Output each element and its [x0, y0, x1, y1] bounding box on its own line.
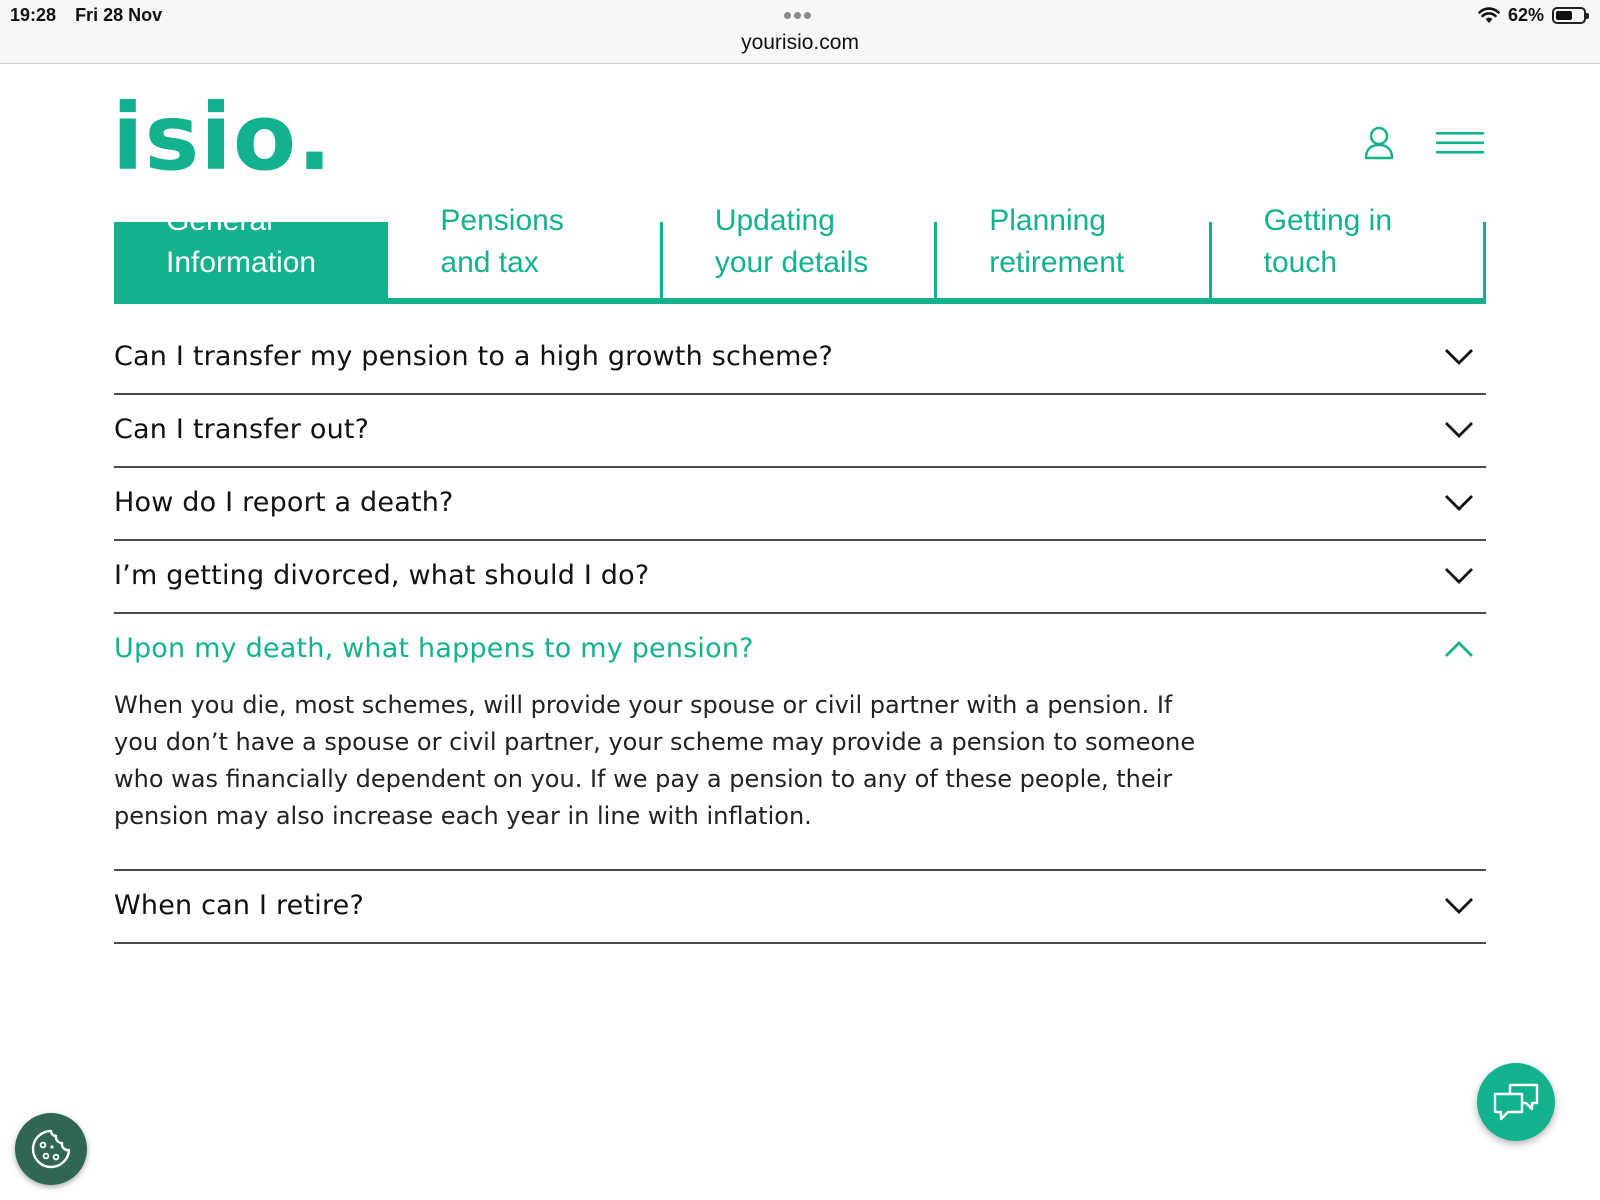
faq-item	[114, 322, 1486, 395]
user-icon[interactable]	[1364, 126, 1394, 160]
faq-question-toggle[interactable]	[114, 871, 1486, 942]
faq-answer: When you die, most schemes, will provide your spouse or civil partner with a pension. If you don’t have a spouse or civil partner, your scheme may provide a pension to someone who was financially dependent on you. If we pay a pension to any of these people, their pension may also increase each year in line with inflation.	[114, 691, 1196, 830]
chevron-down-icon	[1444, 897, 1474, 915]
status-indicators	[1478, 5, 1586, 26]
tab-pensions-and-tax[interactable]	[388, 204, 662, 298]
tab-updating-your-details[interactable]	[663, 204, 937, 298]
tab-label-line2: touch	[1263, 246, 1338, 279]
faq-question: Can I transfer out?	[114, 414, 370, 445]
address-bar-url[interactable]: yourisio.com	[741, 31, 859, 54]
faq-question: When can I retire?	[114, 890, 365, 921]
faq-question: I’m getting divorced, what should I do?	[114, 560, 650, 591]
status-time-date	[10, 5, 162, 26]
browser-status-bar	[0, 0, 1600, 64]
tab-planning-retirement[interactable]	[937, 204, 1211, 298]
faq-question-toggle[interactable]	[114, 322, 1486, 393]
live-chat-button[interactable]	[1477, 1063, 1555, 1141]
faq-item	[114, 395, 1486, 468]
faq-question-toggle[interactable]	[114, 395, 1486, 466]
chevron-down-icon	[1444, 494, 1474, 512]
tab-label-line1: Getting in	[1263, 204, 1393, 237]
chat-bubbles-icon	[1492, 1082, 1540, 1122]
status-date: Fri 28 Nov	[75, 5, 163, 25]
faq-item-expanded	[114, 614, 1486, 871]
tab-label-line1: Pensions	[440, 204, 564, 237]
tab-label-line1: General	[166, 204, 273, 237]
faq-question: Upon my death, what happens to my pension?	[114, 633, 754, 664]
battery-fill	[1556, 11, 1572, 20]
wifi-icon	[1478, 7, 1500, 24]
faq-question: Can I transfer my pension to a high growth scheme?	[114, 341, 834, 372]
faq-category-tabs	[114, 204, 1486, 304]
battery-percentage: 62%	[1507, 5, 1544, 25]
tab-label-line2: your details	[714, 246, 869, 279]
cookie-settings-button[interactable]	[15, 1113, 87, 1185]
faq-item	[114, 468, 1486, 541]
chevron-down-icon	[1444, 421, 1474, 439]
chevron-down-icon	[1444, 567, 1474, 585]
multitasking-dots-icon[interactable]	[784, 6, 818, 16]
faq-question-toggle[interactable]	[114, 614, 1486, 685]
tab-label-line2: and tax	[440, 246, 539, 279]
cookie-icon	[29, 1127, 73, 1171]
faq-question: How do I report a death?	[114, 487, 454, 518]
faq-item	[114, 541, 1486, 614]
tab-getting-in-touch[interactable]	[1212, 204, 1486, 298]
tab-label-line1: Planning	[989, 204, 1106, 237]
chevron-down-icon	[1444, 348, 1474, 366]
status-time: 19:28	[10, 5, 57, 25]
tab-label-line2: retirement	[989, 246, 1125, 279]
tab-label-line2: Information	[166, 246, 317, 279]
hamburger-menu-icon[interactable]	[1436, 132, 1484, 154]
faq-question-toggle[interactable]	[114, 541, 1486, 612]
faq-question-toggle[interactable]	[114, 468, 1486, 539]
tab-label-line1: Updating	[714, 204, 835, 237]
faq-item	[114, 871, 1486, 944]
tab-general-information[interactable]	[114, 204, 388, 298]
chevron-up-icon	[1444, 640, 1474, 658]
faq-accordion	[114, 322, 1486, 944]
battery-icon	[1552, 7, 1586, 24]
isio-logo[interactable]: isio.	[112, 84, 333, 191]
